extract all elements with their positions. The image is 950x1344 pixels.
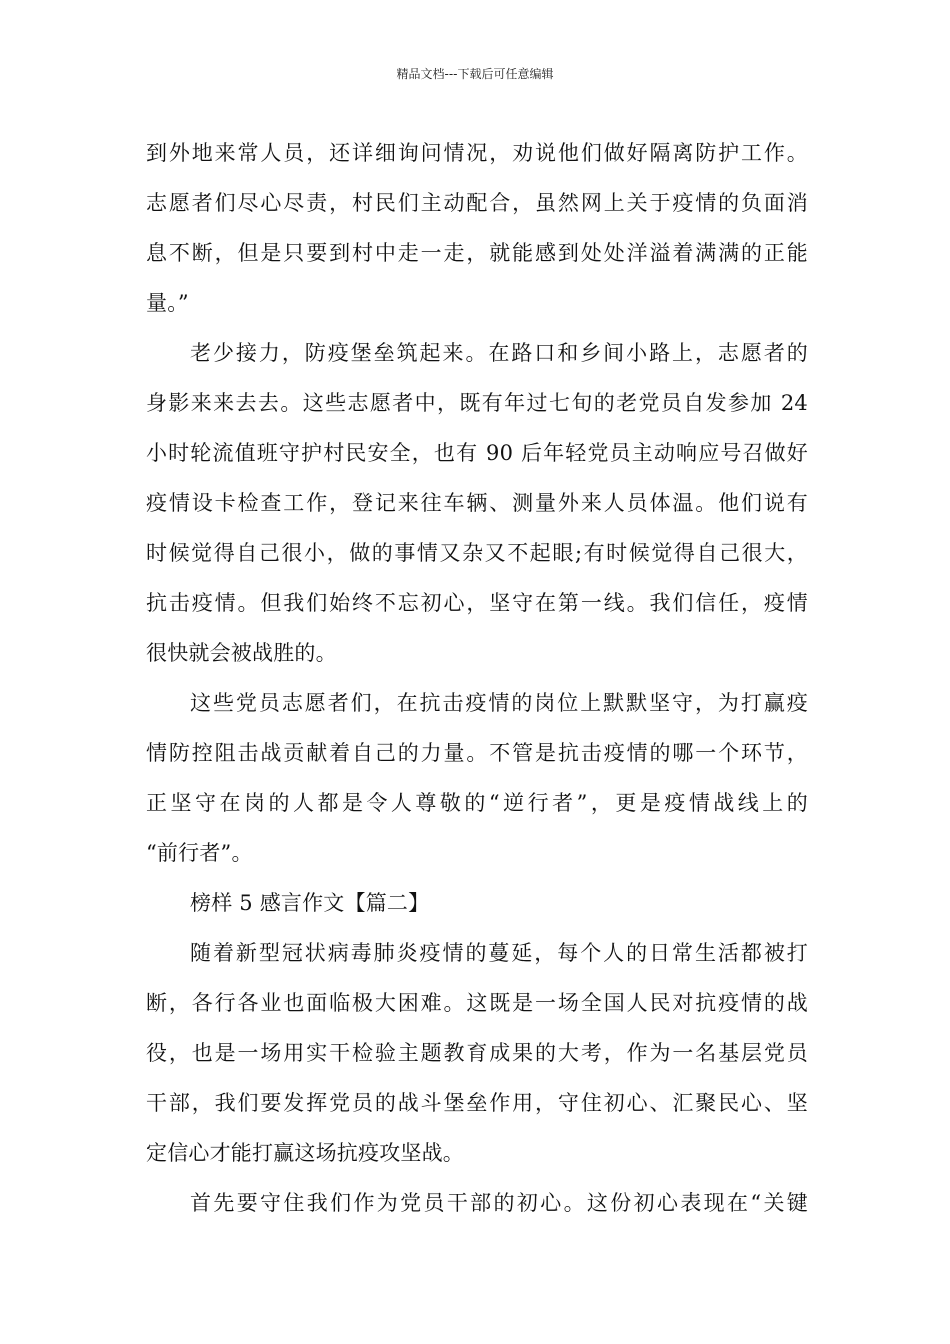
text-line: 干部，我们要发挥党员的战斗堡垒作用，守住初心、汇聚民心、坚 xyxy=(146,1091,808,1115)
text-line: 正坚守在岗的人都是令人尊敬的“逆行者”，更是疫情战线上的 xyxy=(146,791,808,815)
text-line: 身影来来去去。这些志愿者中，既有年过七旬的老党员自发参加 24 xyxy=(146,391,808,415)
text-line: 役，也是一场用实干检验主题教育成果的大考，作为一名基层党员 xyxy=(146,1041,808,1065)
text-line: 息不断，但是只要到村中走一走，就能感到处处洋溢着满满的正能 xyxy=(146,241,808,265)
text-line: 到外地来常人员，还详细询问情况，劝说他们做好隔离防护工作。 xyxy=(146,141,808,165)
text-line: 很快就会被战胜的。 xyxy=(146,641,337,665)
text-line: 志愿者们尽心尽责，村民们主动配合，虽然网上关于疫情的负面消 xyxy=(146,191,808,215)
section-heading: 榜样 5 感言作文【篇二】 xyxy=(190,891,430,915)
text-line: 小时轮流值班守护村民安全，也有 90 后年轻党员主动响应号召做好 xyxy=(146,441,808,465)
text-line: 量。” xyxy=(146,291,189,315)
text-line: 时候觉得自己很小，做的事情又杂又不起眼;有时候觉得自己很大， xyxy=(146,541,808,565)
text-line: 抗击疫情。但我们始终不忘初心，坚守在第一线。我们信任，疫情 xyxy=(146,591,808,615)
paragraph-start-line: 这些党员志愿者们，在抗击疫情的岗位上默默坚守，为打赢疫 xyxy=(190,691,808,715)
document-body xyxy=(146,128,808,1228)
paragraph-start-line: 随着新型冠状病毒肺炎疫情的蔓延，每个人的日常生活都被打 xyxy=(190,941,808,965)
text-line: 断，各行各业也面临极大困难。这既是一场全国人民对抗疫情的战 xyxy=(146,991,808,1015)
text-line: 疫情设卡检查工作，登记来往车辆、测量外来人员体温。他们说有 xyxy=(146,491,808,515)
text-line: “前行者”。 xyxy=(146,841,253,865)
paragraph-start-line: 首先要守住我们作为党员干部的初心。这份初心表现在“关键 xyxy=(190,1191,808,1215)
page-header: 精品文档---下载后可任意编辑 xyxy=(396,67,554,81)
text-line: 情防控阻击战贡献着自己的力量。不管是抗击疫情的哪一个环节， xyxy=(146,741,808,765)
paragraph-start-line: 老少接力，防疫堡垒筑起来。在路口和乡间小路上，志愿者的 xyxy=(190,341,808,365)
text-line: 定信心才能打赢这场抗疫攻坚战。 xyxy=(146,1141,464,1165)
